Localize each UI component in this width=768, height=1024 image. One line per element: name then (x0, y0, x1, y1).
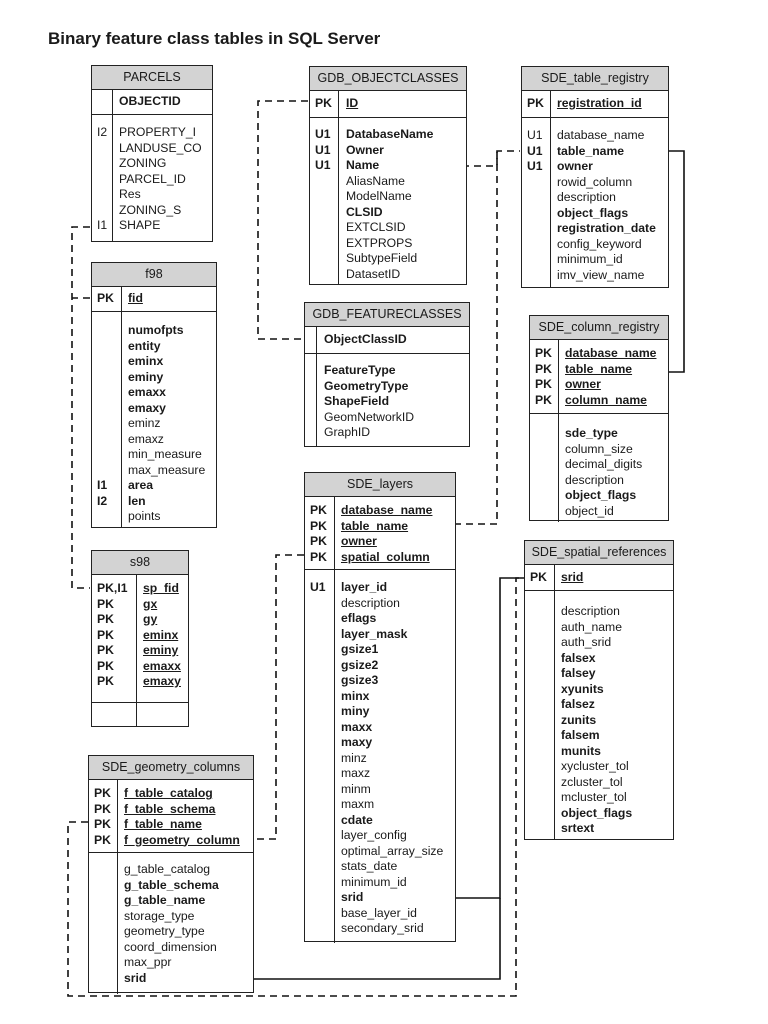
table-row: imv_view_name (557, 267, 645, 282)
table-row: gsize1 (341, 642, 379, 656)
table-pk-section (522, 91, 668, 118)
table-row: PK emaxx (97, 658, 181, 673)
table-row: coord_dimension (124, 939, 217, 954)
table-row: zunits (561, 712, 597, 727)
table-row: DatasetID (346, 266, 401, 281)
table-s98 (91, 550, 189, 727)
table-sde-spatial-references (524, 540, 674, 840)
table-row: gsize3 (341, 673, 379, 687)
table-row: eminx (128, 354, 164, 368)
table-row: registration_date (557, 221, 656, 235)
table-row: xycluster_tol (561, 759, 629, 773)
table-row: column_size (565, 441, 633, 456)
table-row: I1 SHAPE (97, 218, 161, 232)
table-row: object_flags (565, 488, 637, 502)
table-row: rowid_column (557, 174, 633, 189)
table-pk-section (525, 565, 673, 591)
table-row: layer_mask (341, 626, 408, 641)
table-row: SubtypeField (346, 251, 418, 265)
table-row: auth_name (561, 619, 622, 634)
table-row: max_ppr (124, 955, 172, 969)
table-row: optimal_array_size (341, 843, 444, 858)
table-row: U1 table_name (527, 143, 625, 158)
table-row: PK ID (315, 96, 359, 110)
table-field-section (92, 115, 212, 242)
table-row: geometry_type (124, 924, 205, 938)
table-row: entity (128, 338, 161, 353)
table-title: f98 (92, 263, 216, 287)
table-row: PK f_table_catalog (94, 786, 213, 800)
table-row: PK owner (310, 534, 377, 548)
table-row: EXTCLSID (346, 220, 406, 234)
table-row: PK spatial_column (310, 549, 430, 564)
table-row: object_id (565, 503, 614, 518)
table-row: PK,I1 sp_fid (97, 581, 179, 595)
table-row: U1 Name (315, 158, 380, 172)
table-row: I2 len (97, 493, 146, 508)
table-row: AliasName (346, 173, 405, 188)
table-row: points (128, 509, 161, 523)
table-row: storage_type (124, 908, 195, 923)
table-title: SDE_spatial_references (525, 541, 673, 565)
page-title: Binary feature class tables in SQL Server (48, 29, 381, 48)
table-row: config_keyword (557, 236, 642, 251)
table-row: ModelName (346, 189, 412, 203)
table-row: object_flags (561, 805, 633, 820)
table-row: minz (341, 750, 367, 765)
table-row: PK database_name (310, 503, 433, 517)
table-parcels (91, 65, 213, 242)
table-row: PK srid (530, 570, 584, 584)
table-field-section (92, 703, 188, 727)
table-row: U1 database_name (527, 128, 645, 142)
table-row: ObjectClassID (324, 332, 407, 346)
table-row: PK emaxy (97, 674, 181, 688)
table-row: emaxz (128, 431, 164, 446)
table-row: ShapeField (324, 394, 390, 408)
table-row: minx (341, 688, 370, 703)
table-row: emaxx (128, 385, 166, 399)
table-row: U1 layer_id (310, 580, 388, 594)
table-row: EXTPROPS (346, 235, 413, 250)
table-row: description (341, 595, 400, 610)
table-field-section (89, 853, 253, 994)
table-row: I1 area (97, 478, 154, 492)
table-row: g_table_catalog (124, 862, 211, 876)
table-title: GDB_OBJECTCLASSES (310, 67, 466, 91)
table-row: miny (341, 704, 370, 718)
table-row: gsize2 (341, 657, 379, 672)
table-sde-column-registry (529, 315, 669, 521)
table-row: numofpts (128, 323, 184, 337)
table-sde-geometry-columns (88, 755, 254, 993)
connector-objectclasses-to-featureclasses (258, 101, 308, 339)
table-row: PK f_geometry_column (94, 832, 240, 847)
table-row: emaxy (128, 400, 166, 415)
table-field-section (530, 414, 668, 522)
table-row: CLSID (346, 204, 383, 219)
table-row: PK database_name (535, 346, 657, 360)
table-row: maxm (341, 797, 375, 811)
table-row: GeometryType (324, 378, 409, 393)
table-row: Res (119, 187, 141, 201)
table-row: mcluster_tol (561, 790, 627, 804)
table-row: eflags (341, 611, 377, 625)
table-row: GraphID (324, 425, 371, 439)
table-row: maxy (341, 735, 373, 749)
table-row: g_table_name (124, 893, 206, 907)
table-row: falsex (561, 650, 596, 665)
table-row: object_flags (557, 205, 629, 220)
table-row: max_measure (128, 462, 206, 477)
table-field-section (92, 312, 216, 528)
table-row: PARCEL_ID (119, 171, 186, 186)
table-row: layer_config (341, 828, 407, 842)
table-row: PK column_name (535, 392, 647, 407)
table-row: ZONING (119, 156, 167, 170)
table-row: description (561, 604, 620, 618)
table-gdb-featureclasses (304, 302, 470, 447)
table-row: PK gy (97, 612, 158, 626)
table-pk-section (530, 340, 668, 414)
table-row: PK table_name (535, 361, 633, 376)
table-row: base_layer_id (341, 905, 417, 920)
table-title: SDE_column_registry (530, 316, 668, 340)
table-pk-section (92, 287, 216, 312)
table-row: eminz (128, 416, 161, 430)
table-row: munits (561, 743, 601, 758)
table-row: description (557, 190, 616, 204)
table-row: I2 PROPERTY_I (97, 125, 196, 139)
table-title: GDB_FEATURECLASSES (305, 303, 469, 327)
table-row: sde_type (565, 426, 618, 440)
table-field-section (305, 354, 469, 447)
table-row: ZONING_S (119, 202, 182, 217)
table-field-section (525, 591, 673, 840)
table-row: U1 DatabaseName (315, 127, 434, 141)
table-pk-section (89, 780, 253, 853)
table-row: cdate (341, 812, 373, 827)
table-row: PK gx (97, 596, 158, 611)
table-row: PK table_name (310, 518, 409, 533)
table-title: SDE_table_registry (522, 67, 668, 91)
table-row: description (565, 472, 624, 487)
table-row: stats_date (341, 859, 398, 873)
table-row: U1 Owner (315, 142, 384, 157)
table-row: PK eminx (97, 627, 179, 642)
table-row: maxx (341, 719, 373, 734)
table-row: falsey (561, 666, 596, 680)
table-row: PK registration_id (527, 96, 642, 110)
table-row: OBJECTID (119, 94, 181, 108)
table-row: falsez (561, 697, 595, 711)
table-pk-section (92, 575, 188, 703)
table-pk-section (310, 91, 466, 118)
table-row: PK eminy (97, 643, 179, 657)
table-row: auth_srid (561, 635, 612, 649)
table-field-section (310, 118, 466, 285)
table-row: min_measure (128, 447, 202, 461)
table-row: srid (124, 970, 147, 985)
table-row: LANDUSE_CO (119, 140, 202, 155)
table-f98 (91, 262, 217, 528)
table-row: maxz (341, 766, 371, 780)
table-row: PK f_table_name (94, 817, 202, 831)
table-field-section (522, 118, 668, 288)
connector-parcels-to-s98 (72, 227, 90, 588)
table-row: srid (341, 890, 364, 904)
table-sde-layers (304, 472, 456, 942)
table-row: falsem (561, 728, 600, 742)
table-row: secondary_srid (341, 921, 424, 935)
table-row: FeatureType (324, 363, 396, 377)
table-sde-table-registry (521, 66, 669, 288)
table-row: PK fid (97, 291, 143, 305)
table-row: PK owner (535, 377, 601, 391)
table-row: eminy (128, 369, 164, 384)
table-gdb-objectclasses (309, 66, 467, 285)
table-row: g_table_schema (124, 877, 219, 892)
table-title: SDE_layers (305, 473, 455, 497)
table-row: U1 owner (527, 159, 593, 173)
table-pk-section (92, 90, 212, 115)
table-pk-section (305, 497, 455, 570)
table-title: SDE_geometry_columns (89, 756, 253, 780)
connector-layers-to-geometry-columns (252, 555, 304, 839)
table-title: PARCELS (92, 66, 212, 90)
table-row: srtext (561, 821, 595, 835)
table-row: decimal_digits (565, 457, 643, 471)
table-row: PK f_table_schema (94, 801, 216, 816)
table-title: s98 (92, 551, 188, 575)
table-row: minimum_id (341, 874, 407, 889)
table-row: zcluster_tol (561, 774, 623, 789)
table-pk-section (305, 327, 469, 354)
table-field-section (305, 570, 455, 943)
table-row: xyunits (561, 681, 604, 696)
table-row: minimum_id (557, 252, 623, 266)
table-row: GeomNetworkID (324, 409, 415, 424)
table-row: minm (341, 781, 371, 796)
